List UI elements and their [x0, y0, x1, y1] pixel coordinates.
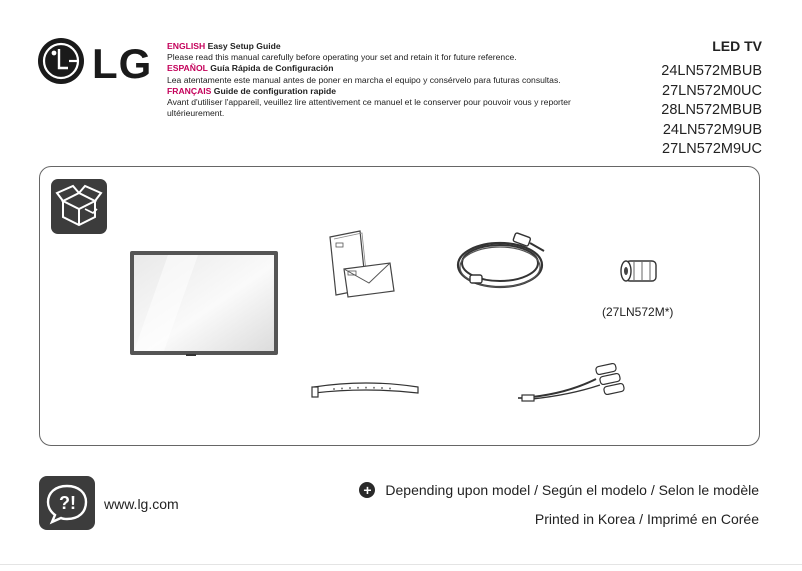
- open-box-icon: [51, 179, 107, 234]
- product-title: LED TV: [712, 38, 762, 54]
- lg-logo: [38, 38, 158, 90]
- ferrite-model-note: (27LN572M*): [602, 305, 674, 319]
- cable-tie-icon: [310, 379, 422, 401]
- question-chat-icon: [39, 476, 95, 530]
- page-divider: [0, 564, 802, 565]
- svg-text:!: !: [70, 493, 76, 513]
- printed-in-note: Printed in Korea / Imprimé en Corée: [534, 511, 759, 527]
- intro-fr-heading: FRANÇAIS Guide de configuration rapide: [167, 85, 337, 96]
- tv-screen-icon: [128, 249, 280, 359]
- lg-face-icon: [38, 38, 84, 84]
- intro-fr-body: Avant d'utiliser l'appareil, veuillez lire attentivement ce manuel et le conserver pour pouvoir vous y reporter ultérieurement.: [167, 97, 571, 119]
- model-number: 24LN572MBUB: [661, 63, 762, 79]
- model-number: 24LN572M9UB: [662, 121, 762, 138]
- intro-text: [167, 41, 622, 119]
- ferrite-core-icon: [618, 255, 666, 287]
- depending-note: [359, 482, 759, 498]
- av-gender-cable-icon: [518, 357, 630, 405]
- intro-en-heading: ENGLISH Easy Setup Guide: [167, 41, 281, 51]
- manuals-icon: [326, 229, 398, 299]
- power-cord-icon: [454, 227, 552, 297]
- plus-circle-icon: +: [359, 482, 375, 498]
- intro-es-heading: ESPAÑOL Guía Rápida de Configuración: [167, 63, 334, 74]
- website-link[interactable]: www.lg.com: [104, 496, 179, 512]
- model-number: 27LN572M9UC: [662, 141, 762, 157]
- model-list: [661, 38, 762, 160]
- intro-es-body: Lea atentamente este manual antes de poner en marcha el equipo y consérvelo para futuras consultas.: [167, 74, 561, 85]
- logo-text: LG: [92, 40, 153, 87]
- intro-en-body: Please read this manual carefully before operating your set and retain it for future reference.: [167, 52, 517, 63]
- model-number: 28LN572MBUB: [661, 102, 762, 118]
- depending-note-text: Depending upon model / Según el modelo / Selon le modèle: [385, 482, 759, 498]
- svg-text:?: ?: [59, 493, 70, 513]
- model-number: 27LN572M0UC: [662, 82, 762, 99]
- accessories-panel: [39, 166, 760, 446]
